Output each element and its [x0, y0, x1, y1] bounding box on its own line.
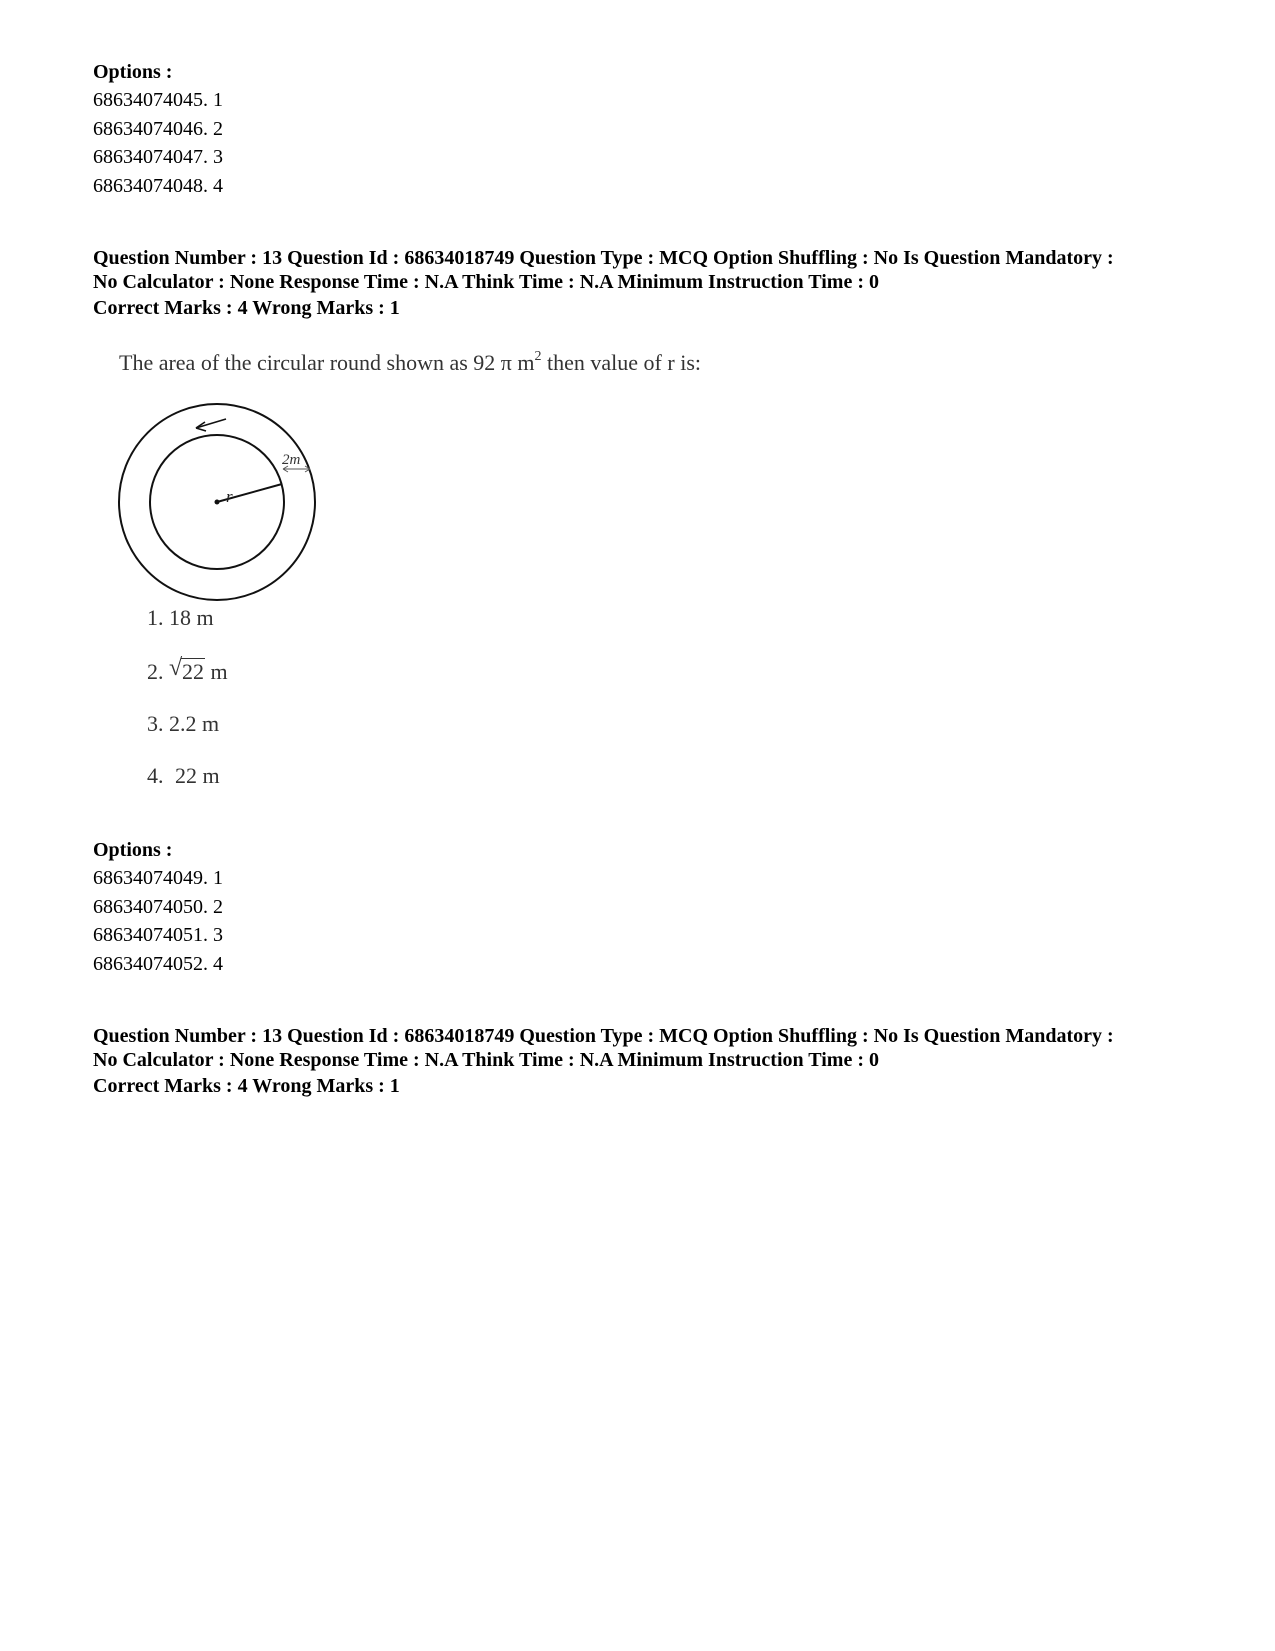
question-meta [93, 246, 1243, 294]
square-root [169, 655, 205, 685]
choice-text: 22 m [175, 763, 220, 788]
question-meta-line-1: Question Number : 13 Question Id : 68634018749 Question Type : MCQ Option Shuffling : No Is Question Mandatory : [93, 1025, 1114, 1047]
option-item: 68634074048. 4 [93, 174, 223, 197]
choice-number: 2. [147, 659, 164, 684]
option-item: 68634074047. 3 [93, 146, 223, 168]
question-meta [93, 1024, 1243, 1072]
choice-text: 2.2 m [169, 711, 220, 736]
question-meta-line-1: Question Number : 13 Question Id : 68634018749 Question Type : MCQ Option Shuffling : No Is Question Mandatory : [93, 247, 1114, 269]
options-list [93, 864, 223, 978]
options-heading: Options : [93, 839, 173, 861]
choice-2 [147, 655, 228, 685]
option-item: 68634074046. 2 [93, 117, 223, 140]
radius-label: r [226, 487, 233, 506]
question-text-exponent: 2 [534, 348, 542, 364]
options-heading: Options : [93, 61, 173, 83]
question-text-tail: then value of r is: [541, 350, 701, 375]
option-item: 68634074050. 2 [93, 895, 223, 918]
question-meta-line-2: No Calculator : None Response Time : N.A Think Time : N.A Minimum Instruction Time : 0 [93, 271, 879, 293]
question-meta-line-2: No Calculator : None Response Time : N.A Think Time : N.A Minimum Instruction Time : 0 [93, 1049, 879, 1071]
choice-unit: m [210, 659, 228, 684]
choice-1 [147, 605, 214, 631]
option-item: 68634074052. 4 [93, 952, 223, 975]
radical-sign-icon: √ [169, 655, 183, 681]
marks-line: Correct Marks : 4 Wrong Marks : 1 [93, 1075, 400, 1097]
choice-3 [147, 711, 219, 737]
option-item: 68634074051. 3 [93, 924, 223, 946]
choice-4 [147, 763, 220, 789]
question-text [119, 350, 701, 376]
circle-figure [110, 398, 325, 608]
radicand: 22 [182, 659, 204, 684]
rotation-arrow-icon [196, 419, 226, 428]
marks-line: Correct Marks : 4 Wrong Marks : 1 [93, 297, 400, 319]
choice-number: 1. [147, 605, 164, 630]
option-item: 68634074045. 1 [93, 89, 223, 111]
choice-number: 4. [147, 763, 164, 788]
choice-number: 3. [147, 711, 164, 736]
question-text-main: The area of the circular round shown as 92 π m [119, 350, 535, 375]
width-label: 2m [282, 452, 301, 468]
options-list [93, 86, 223, 200]
option-item: 68634074049. 1 [93, 867, 223, 889]
choice-text: 18 m [169, 605, 214, 630]
